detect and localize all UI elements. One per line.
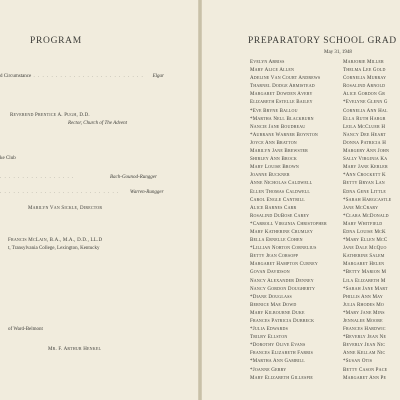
graduate-name: Julia Rhodes Mo [343,302,385,308]
graduate-name: Donna Patricia H [343,140,387,146]
graduation-date: May 31, 1948 [324,50,352,55]
graduate-name: Jennalee Moore [343,319,383,324]
graduate-name: *Lillian Norton Cornelius [250,246,317,252]
graduate-name: *Beverly Jean Ne [343,335,387,341]
graduate-name: Sally Virginia Ka [343,157,388,163]
graduate-name: Mary Whitfield [343,221,383,227]
graduate-name: Carol Engle Cantrill [250,197,305,203]
graduate-name: Evelyn Abbiss [250,60,285,65]
graduate-name: *Evelyne Glenn G [343,100,388,106]
program-line: Rector, Church of The Advent [68,121,128,126]
graduate-name: Betty Bryan Lan [343,181,385,187]
graduate-name: *Eve Bryne Ballou [250,108,298,114]
graduate-name: Margaret Hampton Curney [250,262,318,268]
graduate-name: Adeline Van Court Andrews [250,76,321,82]
graduate-name: Margaret Helen [343,262,385,268]
graduate-name: Govan Davidson [250,270,290,276]
graduate-name: Ella Ruth Hargr [343,116,386,122]
graduate-name: Cornelia Murray [343,76,387,82]
graduate-name: Frances Elizabeth Farris [250,351,314,357]
program-line: Mr. F. Arthur Henkel [48,347,102,352]
graduate-name: Thelma Lee Gold [343,68,386,74]
graduate-name: Frances Patricia Dubbeck [250,319,315,324]
graduate-name: Marjorie Miller [343,60,384,65]
graduate-name: Leila McCluer H [343,124,386,130]
graduate-name: Alice Barnes Carr [250,205,297,211]
graduate-name: Betty Jean Corsopp [250,254,299,260]
graduate-name: Rosalind DuBose Carey [250,213,310,219]
graduate-name: Edna Louise McK [343,229,386,235]
program-line: of Ward-Belmont [8,327,43,332]
program-composer: Bach-Gounod-Rungger [110,175,157,180]
graduate-name: Frances Hardwic [343,327,386,333]
graduate-name: Beverly Jean Nic [343,343,386,349]
graduates-title: PREPARATORY SCHOOL GRAD [248,36,397,46]
graduate-name: Jane McCrary [343,205,379,211]
graduate-name: Edna Gene Little [343,189,386,195]
graduate-name: *Dorothy Olive Evans [250,343,306,349]
graduate-name: Elizabeth Estelle Bailey [250,100,313,106]
graduate-name: Cornelia Ann Hal [343,108,388,114]
graduate-name: *Diane Douglass [250,294,292,300]
program-line: t, Transylvania College, Lexington, Kentucky [8,246,100,251]
program-composer: Elgar [152,74,164,79]
program-line: . . . . . . . . . . . . . . . . . . . . . . . . . . . [0,190,120,195]
graduate-name: Alice Gordon Gr [343,92,386,98]
graduate-name: Margery Ann John [343,149,390,155]
graduate-name: Joyce Ann Bratton [250,140,297,146]
graduate-name: Nancy Alexander Denney [250,278,314,284]
graduate-name: Katherine Salem [343,254,385,260]
left-page [0,0,199,400]
graduate-name: Ellen Thomas Caldwell [250,189,311,195]
graduates-column-a [250,59,327,383]
graduate-name: Mary Elizabeth Gillespie [250,375,314,381]
graduate-name: Nancie Jane Boudreau [250,124,306,130]
graduate-name: *Clara McDonald [343,213,389,219]
graduate-name: Bernice Mae Dowd [250,302,297,308]
graduate-name: Margaret Dowden Avery [250,92,313,98]
graduate-name: Betty Cason Pace [343,367,388,373]
graduate-name: Mary Kilbourne Duke [250,310,305,316]
graduate-name: Mary Jane Kerler [343,165,388,171]
graduate-name: Mary Louise Brown [250,165,299,171]
graduate-name: Joanne Buckner [250,173,290,179]
graduate-name: Marilyn Jane Brewster [250,149,309,155]
graduate-name: *Carroll Virginia Christopher [250,221,327,227]
graduate-name: Tharnel Dodge Armistead [250,84,315,90]
graduate-name: Anne Nicholas Caldwell [250,181,313,187]
graduate-name: Rosalind Arnold [343,84,386,90]
graduate-name: *Ann Crockett K [343,173,386,179]
graduate-name: *Mary Jane Mins [343,310,385,316]
graduates-column-b [343,59,391,383]
graduate-name: Mary Alice Allen [250,68,295,74]
graduate-name: *Mary Ellen McC [343,238,388,244]
graduate-name: Mary Katherine Crumley [250,229,313,235]
graduate-name: *Susan Otis [343,359,373,365]
graduate-name: *Aubrane Warner Boynton [250,132,318,138]
program-line: Reverend Prentice A. Pugh, D.D. [10,113,90,118]
graduate-name: Shirley Ann Brock [250,157,297,163]
graduate-name: Jane Dale McQuo [343,246,387,252]
graduate-name: Lila Elizabeth M [343,278,386,284]
graduate-name: *Martha Nell Blackburn [250,116,314,122]
program-line: Francis McLain, B.A., M.A., D.D., LL.D [8,238,103,243]
program-line: d Circumstance . . . . . . . . . . . . . . . . . . . . . . . . . [0,74,144,79]
graduate-name: Trilby Ellston [250,335,288,341]
graduate-name: Margaret Ann Pe [343,375,387,381]
graduate-name: *Sarah Hargcastle [343,197,392,203]
graduate-name: Anne Kellam Nic [343,351,386,357]
graduate-name: Nancy Gordon Dougherty [250,286,316,292]
book-spine [198,0,202,400]
program-line: Marilyn Van Sickle, Director [28,206,103,211]
graduate-name: Phillis Ann May [343,294,383,300]
graduate-name: Nancy Dee Heart [343,132,386,138]
graduate-name: *Martha Ann Gambill [250,359,305,365]
program-line: . . . . . . . . . . . . . . . . . [0,175,75,180]
program-line: ke Club [0,156,16,161]
graduate-name: *Joanne Gerry [250,367,287,373]
graduate-name: *Betty Marion M [343,270,387,276]
program-title: PROGRAM [30,36,82,46]
graduate-name: Bella Ernelle Cohen [250,238,303,244]
graduate-name: *Julia Edwards [250,327,288,333]
graduate-name: *Sarah Jane Mart [343,286,388,292]
program-composer: Warren-Rungger [130,190,164,195]
